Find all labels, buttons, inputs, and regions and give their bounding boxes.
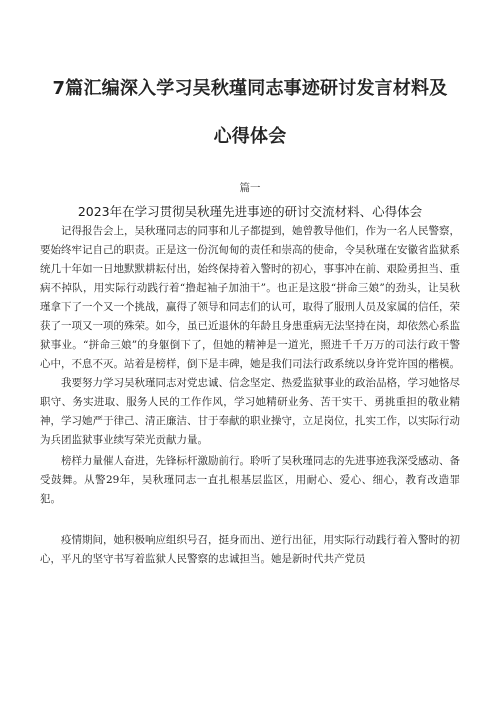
body-paragraph: 我要努力学习吴秋瑾同志对党忠诚、信念坚定、热爱监狱事业的政治品格，学习她恪尽职守、务实进取、服务人民的工作作风，学习她精研业务、苦干实干、勇挑重担的敬业精神，学习她严于律己、清正廉洁、甘于奉献的职业操守，立足岗位，扎实工作，以实际行动为兵团监狱事业续写荣光贡献力量。 (40, 377, 460, 446)
body-paragraph: 记得报告会上，吴秋瑾同志的同事和儿子都提到，她曾教导他们，作为一名人民警察，要始终牢记自己的职责。正是这一份沉甸甸的责任和崇高的使命，令吴秋瑾在安徽省监狱系统几十年如一日地默默耕耘付出，始终保持着入警时的初心，事事冲在前、艰险勇担当、重病不掉队，用实际行动践行着“撸起袖子加油干”。也正是这股“拼命三娘”的劲头，让吴秋瑾拿下了一个又一个挑战，赢得了领导和同志们的认可，取得了服刑人员及家属的信任，荣获了一项又一项的殊荣。如今，虽已近退休的年龄且身患重病无法坚持在岗，却依然心系监狱事业。“拼命三娘”的身躯倒下了，但她的精神是一道光，照进千千万万的司法行政干警心中，不息不灭。站着是榜样，倒下是丰碑，她是我们司法行政系统以身许党许国的楷模。 (40, 225, 460, 370)
section-subtitle: 2023年在学习贯彻吴秋瑾先进事迹的研讨交流材料、心得体会 (77, 204, 423, 219)
section-label: 篇一 (239, 182, 261, 194)
document-title-line-2: 心得体会 (213, 126, 287, 147)
body-paragraph: 榜样力量催人奋进，先锋标杆激励前行。聆听了吴秋瑾同志的先进事迹我深受感动、备受鼓舞。从警29年，吴秋瑾同志一直扎根基层监区，用耐心、爱心、细心，教育改造罪犯。 (40, 455, 460, 505)
body-paragraph: 疫情期间，她积极响应组织号召，挺身而出、逆行出征，用实际行动践行着入警时的初心，平凡的坚守书写着监狱人民警察的忠诚担当。她是新时代共产党员 (40, 534, 460, 565)
document-body (40, 222, 460, 569)
document-title-line-1: 7篇汇编深入学习吴秋瑾同志事迹研讨发言材料及 (52, 78, 448, 99)
